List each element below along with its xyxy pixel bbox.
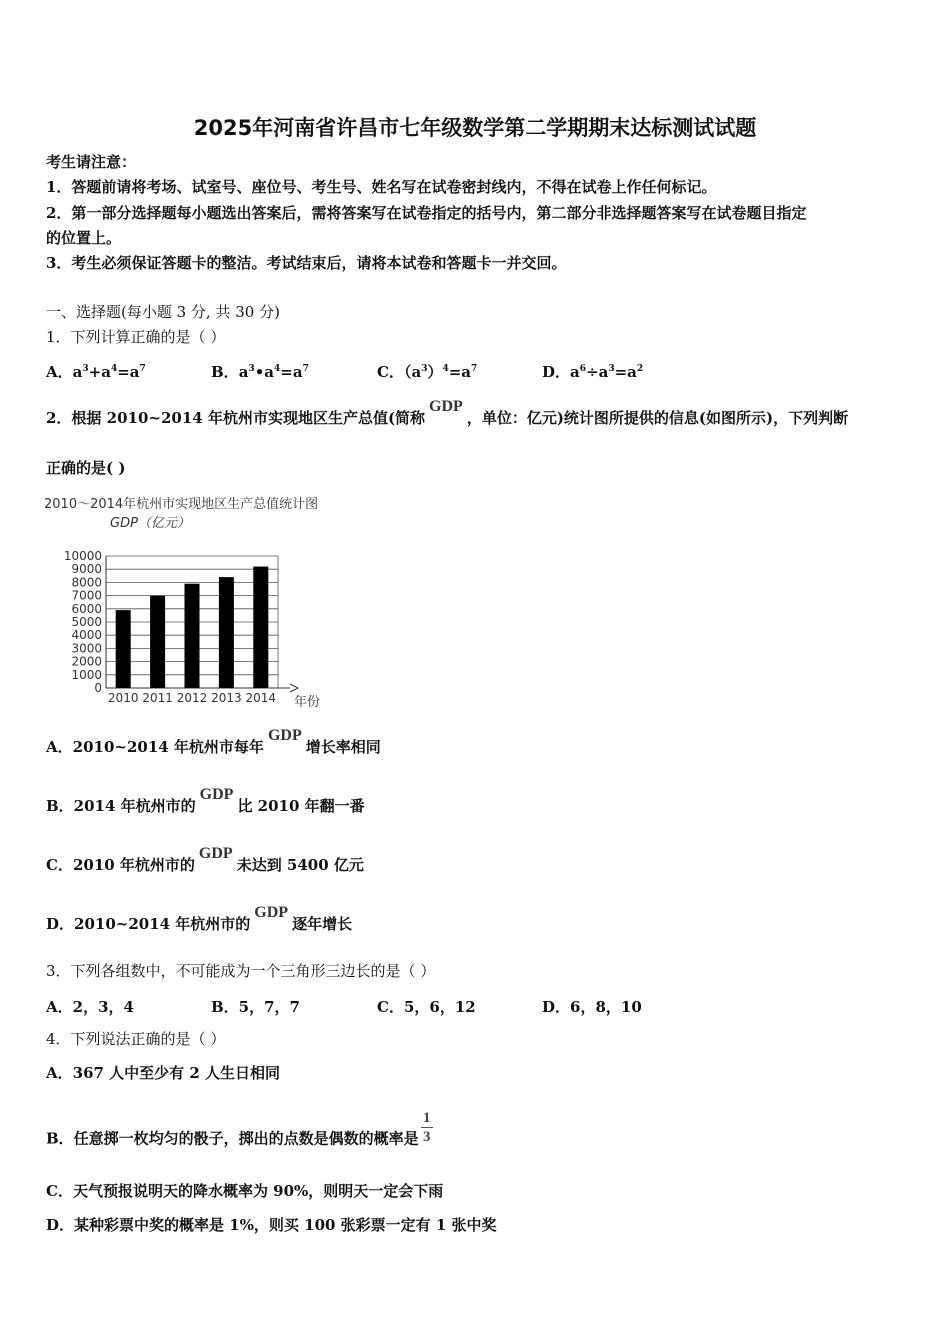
y-tick-label: 7000 (71, 588, 102, 603)
chart-xlabel: 年份 (294, 695, 321, 710)
section-heading: 一、选择题(每小题 3 分, 共 30 分) (46, 303, 280, 321)
bar-2011 (150, 596, 165, 688)
y-tick-label: 3000 (71, 641, 102, 656)
y-tick-label: 5000 (71, 615, 102, 629)
question-2-stem-cont: 正确的是( ) (46, 459, 126, 477)
notice-item-1: 1．答题前请将考场、试室号、座位号、考生号、姓名写在试卷密封线内，不得在试卷上作任何标记。 (46, 178, 717, 196)
q3-option-a: A．2，3，4 (46, 998, 134, 1016)
q2-option-a: A．2010~2014 年杭州市每年GDP增长率相同 (46, 727, 381, 756)
question-4-stem: 4．下列说法正确的是（ ） (46, 1030, 226, 1048)
chart-bars (116, 567, 269, 688)
q1-option-a: A．$a^3+a^4=a^7$ (46, 363, 146, 381)
x-axis-arrow (290, 684, 298, 692)
x-tick-label: 2014 (245, 691, 277, 705)
q3-option-d: D．6，8，10 (542, 998, 642, 1016)
y-tick-label: 6000 (71, 601, 102, 616)
q1-option-d: D．$a^6\div a^3=a^2$ (542, 363, 644, 381)
chart-y-ticks (64, 549, 102, 695)
x-tick-label: 2010 (107, 691, 139, 705)
gdp-term: GDP (429, 398, 463, 415)
q2-option-c: C．2010 年杭州市的GDP未达到 5400 亿元 (46, 845, 364, 874)
y-tick-label: 4000 (71, 628, 102, 643)
bar-2012 (185, 584, 200, 688)
notice-header: 考生请注意： (46, 153, 137, 171)
q3-option-b: B．5，7，7 (211, 998, 300, 1016)
q3-option-c: C．5，6，12 (377, 998, 476, 1016)
notice-item-3: 3．考生必须保证答题卡的整洁。考试结束后，请将本试卷和答题卡一并交回。 (46, 254, 567, 272)
gdp-bar-chart (42, 490, 342, 710)
y-tick-label: 10000 (63, 549, 102, 563)
y-tick-label: 1000 (71, 667, 102, 682)
q4-option-a: A．367 人中至少有 2 人生日相同 (46, 1064, 281, 1082)
gdp-term: GDP (267, 727, 302, 744)
chart-gridlines (106, 556, 298, 692)
question-2-stem: 2．根据 2010~2014 年杭州市实现地区生产总值(简称GDP，单位：亿元)统计图所提供的信息(如图所示)，下列判断 (46, 398, 849, 427)
notice-item-2: 2．第一部分选择题每小题选出答案后，需将答案写在试卷指定的括号内，第二部分非选择题答案写在试卷题目指定 (46, 204, 807, 222)
q1-option-c: C．$(a^3)^4=a^7$ (377, 363, 478, 381)
x-tick-label: 2011 (142, 691, 173, 705)
y-tick-label: 2000 (71, 654, 102, 669)
q4-option-b: B．任意掷一枚均匀的骰子，掷出的点数是偶数的概率是 $\frac{1}{3}$ (46, 1122, 433, 1157)
gdp-term: GDP (199, 786, 234, 803)
q2-option-d: D．2010~2014 年杭州市的GDP逐年增长 (46, 904, 353, 933)
y-tick-label: 9000 (71, 562, 102, 577)
chart-x-ticks (108, 691, 276, 705)
question-3-stem: 3．下列各组数中，不可能成为一个三角形三边长的是（ ） (46, 962, 436, 980)
question-1-stem: 1．下列计算正确的是（ ） (46, 328, 226, 346)
notice-item-2-cont: 的位置上。 (46, 229, 122, 247)
page-title: 2025年河南省许昌市七年级数学第二学期期末达标测试试题 (193, 116, 757, 140)
y-tick-label: 0 (94, 681, 102, 695)
y-tick-label: 8000 (71, 575, 102, 590)
q4-option-c: C．天气预报说明天的降水概率为 90%，则明天一定会下雨 (46, 1182, 444, 1200)
bar-2010 (116, 610, 131, 688)
fraction-one-third: $\frac{1}{3}$ (421, 1110, 433, 1145)
q2-option-b: B．2014 年杭州市的GDP比 2010 年翻一番 (46, 786, 365, 815)
x-tick-label: 2012 (176, 691, 208, 705)
q1-option-b: B．$a^3•a^4=a^7$ (211, 363, 309, 381)
chart-ylabel: GDP（亿元） (110, 516, 190, 531)
x-tick-label: 2013 (211, 691, 242, 705)
gdp-term: GDP (198, 845, 233, 862)
chart-title: 2010～2014年杭州市实现地区生产总值统计图 (44, 497, 319, 512)
q4-option-d: D．某种彩票中奖的概率是 1%，则买 100 张彩票一定有 1 张中奖 (46, 1216, 497, 1234)
gdp-term: GDP (254, 904, 289, 921)
bar-2014 (253, 567, 268, 688)
bar-2013 (219, 577, 234, 688)
